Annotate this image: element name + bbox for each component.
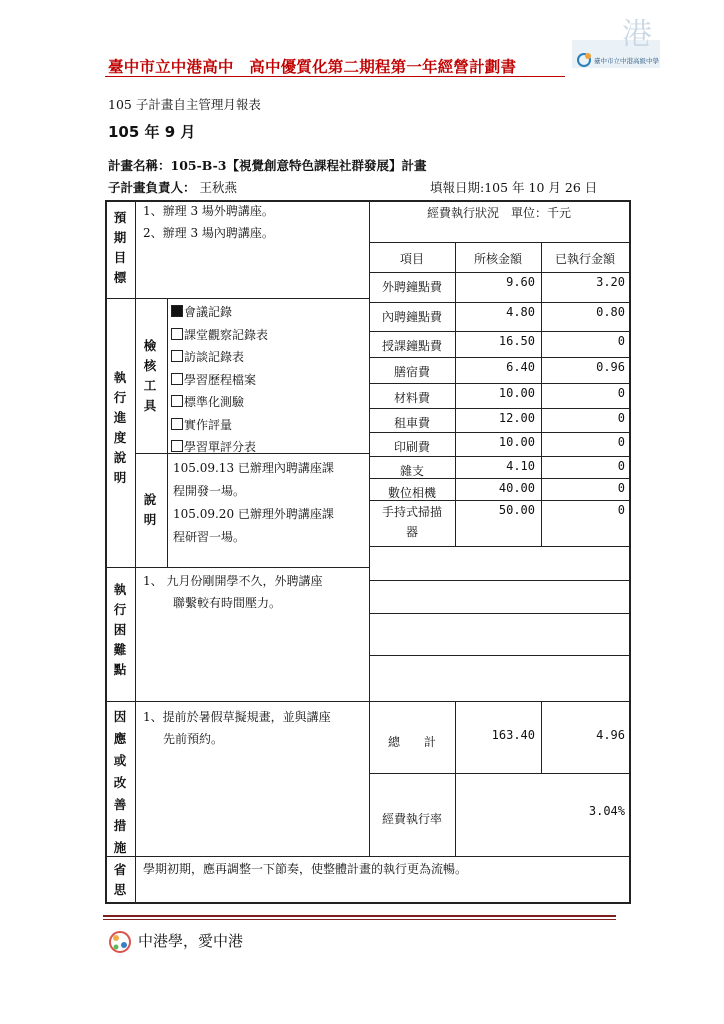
reflect-label-char: 省 <box>113 862 127 877</box>
footer-logo <box>106 928 134 956</box>
explain-label-char: 明 <box>143 512 157 527</box>
improve-line: 1、提前於暑假草擬規畫，並與講座 <box>143 710 331 724</box>
budget-heading: 經費執行狀況 單位：千元 <box>426 206 571 220</box>
rate-label: 經費執行率 <box>381 812 442 826</box>
reflect-label-char: 思 <box>113 882 127 897</box>
report-subtitle: 105 子計畫自主管理月報表 <box>108 97 261 112</box>
difficulty-label-char: 點 <box>113 662 127 677</box>
budget-approved: 10.00 <box>498 435 535 449</box>
reflect-label <box>106 860 134 900</box>
progress-label-char: 說 <box>113 450 127 465</box>
tools-label-char: 工 <box>143 378 157 393</box>
table-border-right <box>629 200 631 904</box>
budget-spent: 0 <box>617 503 625 517</box>
tools-label-char: 具 <box>143 398 157 413</box>
budget-item: 材料費 <box>393 391 430 405</box>
progress-label-char: 進 <box>113 410 127 425</box>
footer-logo-dot-orange <box>113 935 119 941</box>
budget-row-line <box>369 456 629 457</box>
footer-divider-thick <box>103 915 616 917</box>
rate-divider <box>369 773 629 774</box>
label-column-divider <box>135 200 136 904</box>
tool-checkbox-item <box>171 414 268 437</box>
budget-approved: 6.40 <box>506 360 535 374</box>
monthly-report-table <box>105 200 631 904</box>
total-approved: 163.40 <box>491 728 535 742</box>
tool-label: 訪談記錄表 <box>184 350 245 364</box>
checked-box-icon <box>171 305 183 317</box>
difficulty-label-char: 行 <box>113 602 127 617</box>
total-label: 總 計 <box>387 735 436 749</box>
budget-empty-row-line <box>369 701 629 702</box>
fill-date: 填報日期:105 年 10 月 26 日 <box>430 180 598 195</box>
budget-spent: 0 <box>617 334 625 348</box>
tools-label <box>136 336 164 416</box>
budget-approved: 4.10 <box>506 459 535 473</box>
budget-item: 授課鐘點費 <box>381 339 442 353</box>
budget-approved: 40.00 <box>498 481 535 495</box>
footer-slogan: 中港學，愛中港 <box>138 932 244 950</box>
logo-watermark-glyph: 港 <box>622 17 652 52</box>
improve-label-char: 因 <box>113 709 127 724</box>
progress-label <box>106 368 134 488</box>
difficulty-line: 聯繫較有時間壓力。 <box>173 596 282 610</box>
budget-empty-row-line <box>369 655 629 656</box>
budget-spent: 0 <box>617 386 625 400</box>
tool-label: 學習歷程檔案 <box>184 372 257 387</box>
goal-item: 1、辦理 3 場外聘講座。 <box>143 204 274 218</box>
footer-logo-graphic <box>106 928 134 956</box>
improve-label-char: 或 <box>113 752 127 768</box>
budget-col-item: 項目 <box>399 252 424 266</box>
goal-label-char: 目 <box>113 250 127 265</box>
improve-label-char: 善 <box>113 796 127 812</box>
footer-logo-dot-blue <box>121 942 127 948</box>
budget-col-approved: 所核金額 <box>473 252 522 266</box>
budget-item: 手持式掃描器 <box>381 505 442 539</box>
budget-approved: 10.00 <box>498 386 535 400</box>
budget-spent: 0.96 <box>596 360 625 374</box>
plan-name: 計畫名稱：105-B-3【視覺創意特色課程社群發展】計畫 <box>108 158 427 173</box>
budget-row-line <box>369 383 629 384</box>
footer-divider-thin <box>103 919 616 920</box>
progress-label-char: 行 <box>113 390 127 405</box>
budget-spent: 0 <box>617 459 625 473</box>
explain-line: 程研習一場。 <box>173 530 246 544</box>
budget-col-spent: 已執行金額 <box>554 252 615 266</box>
tool-label: 會議記錄 <box>184 305 233 319</box>
difficulty-label-char: 執 <box>113 582 127 597</box>
reflect-text: 學期初期，應再調整一下節奏，使整體計畫的執行更為流暢。 <box>143 862 468 876</box>
explain-line: 105.09.13 已辦理內聘講座課 <box>173 461 334 475</box>
logo-emblem-dot <box>585 53 591 59</box>
budget-row-line <box>369 302 629 303</box>
tool-label: 實作評量 <box>184 417 233 432</box>
unchecked-box-icon <box>171 328 183 340</box>
plan-owner <box>108 178 237 196</box>
progress-label-char: 明 <box>113 470 127 485</box>
footer-logo-dot-green <box>114 945 119 950</box>
owner-label: 子計畫負責人： <box>108 180 196 195</box>
improve-label <box>106 706 134 859</box>
difficulty-line: 1、 九月份剛開學不久，外聘講座 <box>143 574 323 588</box>
budget-row-line <box>369 357 629 358</box>
budget-empty-row-line <box>369 546 629 547</box>
explain-line: 105.09.20 已辦理外聘講座課 <box>173 507 334 521</box>
budget-approved: 4.80 <box>506 305 535 319</box>
improve-section-divider <box>105 856 631 857</box>
footer-logo-ring <box>110 932 130 952</box>
budget-item: 數位相機 <box>387 486 436 500</box>
progress-section-divider <box>105 567 369 568</box>
unchecked-box-icon <box>171 350 183 362</box>
tool-checkbox-item <box>171 391 268 414</box>
header-divider <box>105 76 565 77</box>
budget-item: 印刷費 <box>393 440 430 454</box>
progress-label-char: 度 <box>113 430 127 445</box>
budget-item: 租車費 <box>393 416 430 430</box>
tool-checkbox-item <box>171 346 268 369</box>
unchecked-box-icon <box>171 373 183 385</box>
table-border-bottom <box>105 902 631 904</box>
tool-checkbox-item <box>171 369 268 392</box>
budget-approved: 50.00 <box>498 503 535 517</box>
tool-checkbox-item <box>171 324 268 347</box>
improve-label-char: 應 <box>113 730 127 746</box>
improve-label-char: 施 <box>113 840 127 856</box>
tool-label: 課堂觀察記錄表 <box>184 327 269 342</box>
document-header-title: 臺中市立中港高中 高中優質化第二期程第一年經營計劃書 <box>108 58 517 76</box>
tool-label: 學習單評分表 <box>184 440 257 454</box>
difficulty-label-char: 難 <box>113 642 127 657</box>
budget-approved: 16.50 <box>498 334 535 348</box>
budget-spent: 0.80 <box>596 305 625 319</box>
tools-label-char: 核 <box>143 358 157 373</box>
improve-line: 先前預約。 <box>163 732 224 746</box>
budget-item: 膳宿費 <box>393 365 430 379</box>
tool-label: 標準化測驗 <box>184 395 245 409</box>
explain-label <box>136 490 164 530</box>
tool-checkbox-item <box>171 436 268 459</box>
logo-text: 臺中市立中港高級中學 <box>594 57 659 65</box>
budget-item: 內聘鐘點費 <box>381 310 442 324</box>
goal-label-char: 標 <box>113 270 127 285</box>
total-spent: 4.96 <box>596 728 625 742</box>
budget-row-line <box>369 432 629 433</box>
tool-checkbox-item <box>171 301 268 324</box>
budget-approved: 9.60 <box>506 275 535 289</box>
unchecked-box-icon <box>171 395 183 407</box>
unchecked-box-icon <box>171 440 183 452</box>
goal-label <box>106 208 134 288</box>
explain-label-char: 說 <box>143 492 157 507</box>
budget-spent: 3.20 <box>596 275 625 289</box>
school-logo-graphic <box>572 16 660 78</box>
report-month: 105 年 9 月 <box>108 123 196 141</box>
school-logo <box>572 16 660 78</box>
progress-label-char: 執 <box>113 370 127 385</box>
budget-heading-divider <box>369 242 629 243</box>
tools-label-char: 檢 <box>143 338 157 353</box>
budget-spent: 0 <box>617 435 625 449</box>
budget-approved: 12.00 <box>498 411 535 425</box>
difficulty-label <box>106 580 134 680</box>
budget-item: 外聘鐘點費 <box>381 280 442 294</box>
budget-spent: 0 <box>617 481 625 495</box>
budget-item: 雜支 <box>399 464 424 478</box>
execution-rate: 3.04% <box>588 804 625 818</box>
owner-name: 王秋燕 <box>199 180 238 195</box>
progress-sublabel-divider <box>167 298 168 567</box>
goal-label-char: 預 <box>113 210 127 225</box>
difficulty-section-divider <box>105 701 369 702</box>
budget-column-divider <box>369 200 370 856</box>
budget-spent: 0 <box>617 411 625 425</box>
improve-label-char: 改 <box>113 774 127 790</box>
goal-section-divider <box>105 298 369 299</box>
explain-line: 程開發一場。 <box>173 484 246 498</box>
improve-label-char: 措 <box>113 818 127 834</box>
unchecked-box-icon <box>171 418 183 430</box>
difficulty-label-char: 困 <box>113 622 127 637</box>
budget-empty-row-line <box>369 613 629 614</box>
budget-row-line <box>369 408 629 409</box>
total-col-divider-1 <box>455 701 456 856</box>
budget-row-line <box>369 272 629 273</box>
budget-empty-row-line <box>369 580 629 581</box>
tools-checklist <box>171 301 268 459</box>
goal-label-char: 期 <box>113 230 127 245</box>
budget-row-line <box>369 331 629 332</box>
goal-item: 2、辦理 3 場內聘講座。 <box>143 226 274 240</box>
